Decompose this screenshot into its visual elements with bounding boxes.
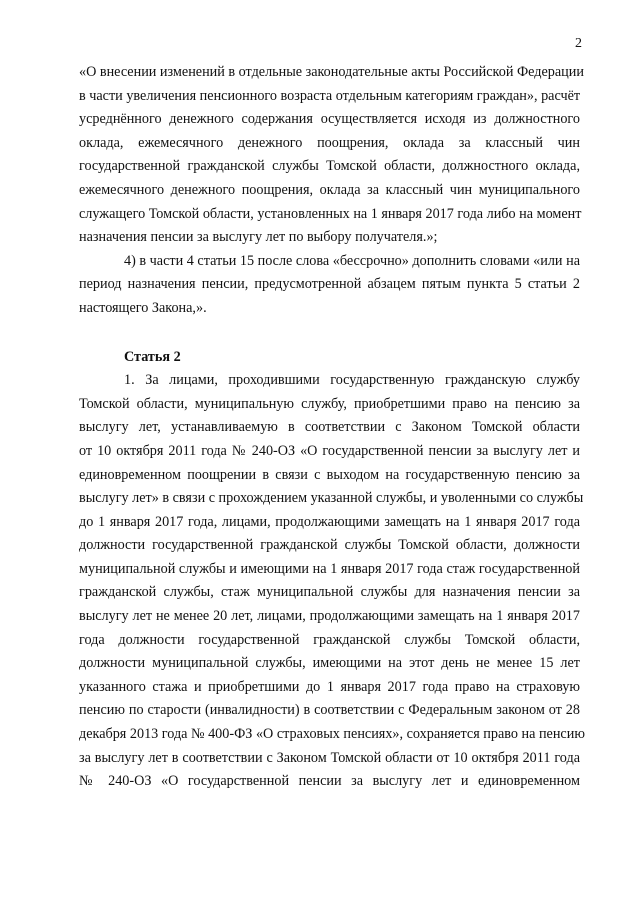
text-line: Томской области, муниципальную службу, приобретшими право на пенсию за xyxy=(79,395,580,412)
text-line: декабря 2013 года № 400-ФЗ «О страховых пенсиях», сохраняется право на пенсию xyxy=(79,726,585,743)
text-line: гражданской службы, стаж муниципальной службы для назначения пенсии за xyxy=(79,584,580,601)
text-line: назначения пенсии за выслугу лет по выбору получателя.»; xyxy=(79,229,438,246)
text-line: выслугу лет, устанавливаемую в соответствии с Законом Томской области xyxy=(79,419,580,436)
article-heading: Статья 2 xyxy=(124,348,181,365)
text-line: оклада, ежемесячного денежного поощрения, оклада за классный чин xyxy=(79,134,580,151)
text-line: «О внесении изменений в отдельные законодательные акты Российской Федерации xyxy=(79,64,584,80)
text-line: 1. За лицами, проходившими государственную гражданскую службу xyxy=(124,372,580,389)
text-line: 4) в части 4 статьи 15 после слова «бессрочно» дополнить словами «или на xyxy=(124,252,580,269)
text-line: указанного стажа и приобретшими до 1 января 2017 года право на страховую xyxy=(79,678,580,695)
text-line: усреднённого денежного содержания осуществляется исходя из должностного xyxy=(79,111,580,128)
text-line: настоящего Закона,». xyxy=(79,299,207,316)
text-line: государственной гражданской службы Томской области, должностного оклада, xyxy=(79,158,580,175)
text-line: № 240-ОЗ «О государственной пенсии за выслугу лет и единовременном xyxy=(79,773,580,790)
text-line: выслугу лет» в связи с прохождением указанной службы, и уволенными со службы xyxy=(79,490,584,507)
text-line: период назначения пенсии, предусмотренной абзацем пятым пункта 5 статьи 2 xyxy=(79,276,580,293)
text-line: должности муниципальной службы, имеющими на этот день не менее 15 лет xyxy=(79,655,580,672)
text-line: за выслугу лет в соответствии с Законом Томской области от 10 октября 2011 года xyxy=(79,749,580,766)
text-line: выслугу лет не менее 20 лет, лицами, продолжающими замещать на 1 января 2017 xyxy=(79,608,580,625)
document-body xyxy=(79,61,585,794)
page-number: 2 xyxy=(575,36,582,51)
section-gap xyxy=(79,321,580,346)
text-line: муниципальной службы и имеющими на 1 января 2017 года стаж государственной xyxy=(79,560,580,577)
text-line: служащего Томской области, установленных на 1 января 2017 года либо на момент xyxy=(79,205,582,222)
paragraph-item-4 xyxy=(79,250,580,321)
text-line: единовременном поощрении в связи с выходом на государственную пенсию за xyxy=(79,466,580,483)
text-line: пенсию по старости (инвалидности) в соответствии с Федеральным законом от 28 xyxy=(79,702,580,719)
article-2-paragraph-1 xyxy=(79,369,585,794)
text-line: в части увеличения пенсионного возраста отдельным категориям граждан», расчёт xyxy=(79,87,581,104)
text-line: ежемесячного денежного поощрения, оклада за классный чин муниципального xyxy=(79,181,580,198)
paragraph-continuation xyxy=(79,61,584,250)
text-line: должности государственной гражданской службы Томской области, должности xyxy=(79,537,580,554)
text-line: года должности государственной гражданской службы Томской области, xyxy=(79,631,580,648)
text-line: до 1 января 2017 года, лицами, продолжающими замещать на 1 января 2017 года xyxy=(79,513,580,530)
text-line: от 10 октября 2011 года № 240-ОЗ «О государственной пенсии за выслугу лет и xyxy=(79,442,580,459)
